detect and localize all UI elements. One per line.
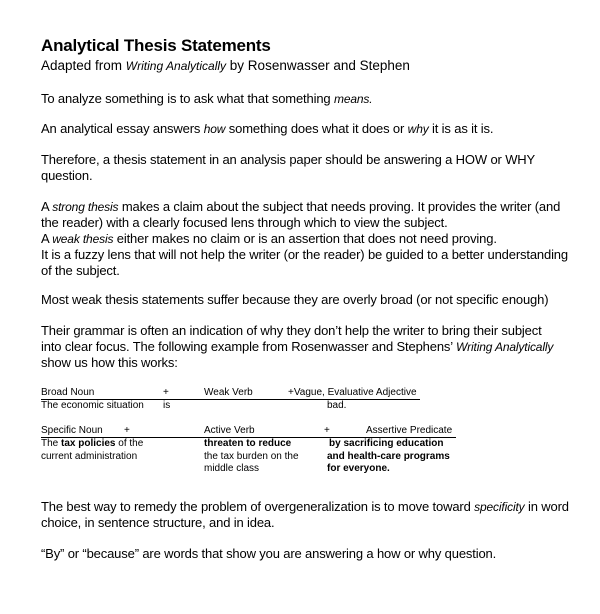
verb-line-2: the tax burden on the	[204, 450, 299, 462]
p1-emphasis: means.	[333, 92, 373, 106]
header-active-verb: Active Verb	[204, 425, 255, 436]
p4-text-3: A	[41, 231, 53, 246]
p7-line-2: choice, in sentence structure, and in idea.	[41, 515, 275, 530]
paragraph-7	[41, 499, 581, 531]
vague-adjective: bad.	[327, 400, 347, 411]
noun-rest: of the	[115, 438, 144, 449]
p2-text-c: something does what it does or	[225, 121, 408, 136]
p4-text-2: makes a claim about the subject that needs proving. It provides the writer (and	[118, 199, 561, 214]
p3-line-2: question.	[41, 168, 93, 183]
noun-line-2: current administration	[41, 450, 138, 462]
page-title: Analytical Thesis Statements	[41, 36, 271, 55]
p4-line-2: the reader) with a clearly focused lens through which to view the subject.	[41, 215, 448, 230]
noun-bold: tax policies	[61, 438, 116, 449]
noun-article: The	[41, 438, 62, 449]
verb-line-1: threaten to reduce	[204, 438, 292, 449]
pred-line-2: and health-care programs	[327, 450, 450, 462]
p7-emphasis: specificity	[474, 500, 525, 514]
p4-line-4: It is a fuzzy lens that will not help the writer (or the reader) be guided to a better understanding	[41, 247, 568, 262]
specific-noun	[41, 438, 143, 463]
subtitle-prefix: Adapted from	[41, 58, 126, 73]
p4-text: A	[41, 199, 53, 214]
p4-line-3	[41, 231, 581, 247]
p6-line-3: show us how this works:	[41, 355, 178, 370]
header-specific-noun: Specific Noun	[41, 425, 103, 436]
p1-text: To analyze something is to ask what that something	[41, 91, 334, 106]
paragraph-2	[41, 121, 581, 137]
p6-book-title: Writing Analytically	[455, 340, 554, 354]
broad-noun: The economic situation	[41, 400, 144, 411]
p3-line-1: Therefore, a thesis statement in an analysis paper should be answering a HOW or WHY	[41, 152, 536, 167]
pred-line-3: for everyone.	[327, 463, 390, 475]
header-assertive-predicate: Assertive Predicate	[366, 425, 453, 436]
assertive-predicate	[327, 438, 450, 476]
p7-text: The best way to remedy the problem of overgeneralization is to move toward	[41, 499, 475, 514]
p2-text-e: it is as it is.	[428, 121, 494, 136]
plus-sign: +	[324, 425, 330, 436]
weak-thesis-term: weak thesis	[52, 232, 114, 246]
strong-thesis-term: strong thesis	[52, 200, 119, 214]
p7-line-1	[41, 499, 581, 515]
paragraph-1	[41, 91, 581, 107]
paragraph-3	[41, 152, 581, 184]
p2-emphasis-how: how	[203, 122, 226, 136]
weak-verb: is	[163, 400, 171, 411]
p6-text: into clear focus. The following example from Rosenwasser and Stephens’	[41, 339, 456, 354]
subtitle	[41, 58, 410, 73]
p6-line-1: Their grammar is often an indication of why they don’t help the writer to bring their subject	[41, 323, 542, 338]
p4-text-4: either makes no claim or is an assertion that does not need proving.	[113, 231, 497, 246]
paragraph-5: Most weak thesis statements suffer because they are overly broad (or not specific enough)	[41, 292, 549, 307]
p2-emphasis-why: why	[407, 122, 429, 136]
subtitle-book-title: Writing Analytically	[125, 59, 227, 73]
p4-line-1	[41, 199, 581, 215]
header-vague-adjective: +Vague, Evaluative Adjective	[288, 387, 417, 398]
header-weak-verb: Weak Verb	[204, 387, 253, 398]
subtitle-suffix: by Rosenwasser and Stephen	[226, 58, 410, 73]
active-verb	[204, 438, 299, 476]
plus-sign: +	[163, 387, 169, 398]
header-broad-noun: Broad Noun	[41, 387, 95, 398]
paragraph-8: “By” or “because” are words that show you are answering a how or why question.	[41, 546, 497, 561]
p2-text-a: An analytical essay answers	[41, 121, 204, 136]
p7-text-c: in word	[524, 499, 569, 514]
verb-line-3: middle class	[204, 463, 260, 475]
p4-line-5: of the subject.	[41, 263, 120, 278]
pred-line-1: by sacrificing education	[329, 438, 444, 449]
paragraph-4	[41, 199, 581, 279]
paragraph-6	[41, 323, 581, 371]
p6-line-2	[41, 339, 581, 355]
plus-sign: +	[124, 425, 130, 436]
